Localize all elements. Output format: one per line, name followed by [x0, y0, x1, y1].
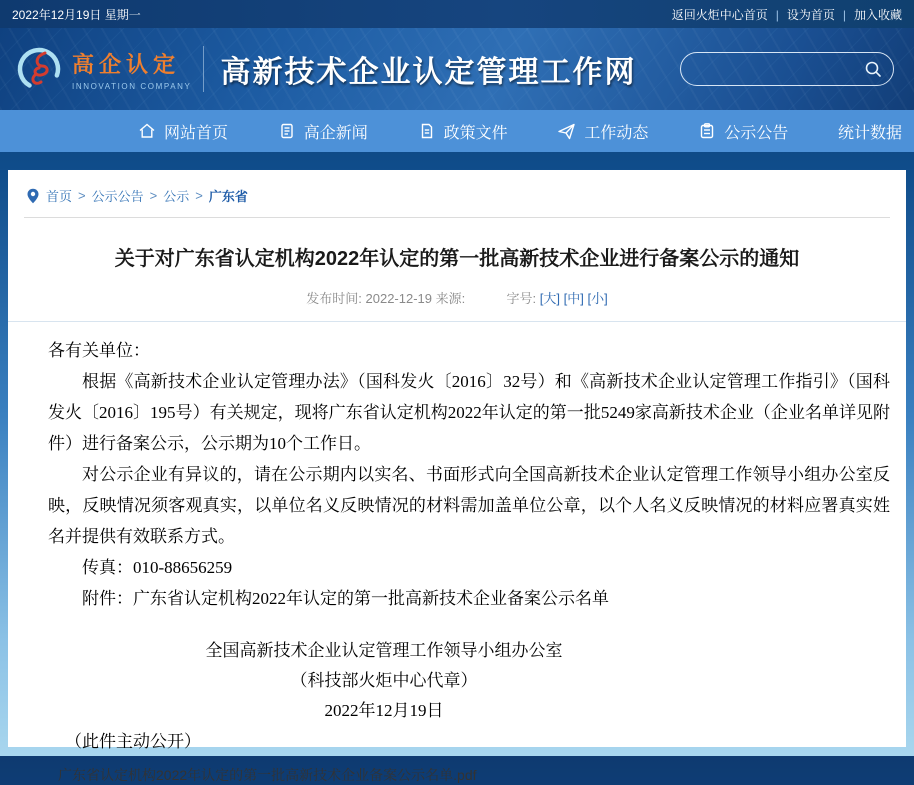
search-input[interactable]	[695, 61, 863, 77]
nav-item-activity[interactable]	[549, 120, 656, 143]
main-nav	[0, 110, 914, 152]
current-date: 2022年12月19日 星期一	[12, 7, 141, 22]
nav-item-statistics[interactable]	[830, 120, 910, 143]
news-icon	[278, 122, 296, 140]
nav-item-label: 公示公告	[724, 124, 789, 142]
nav-item-label: 统计数据	[837, 124, 902, 142]
link-separator: |	[842, 7, 846, 22]
clipboard-icon	[698, 122, 716, 140]
paragraph-salutation: 各有关单位：	[48, 341, 150, 360]
nav-item-label: 政策文件	[443, 124, 508, 142]
header-divider	[203, 46, 204, 92]
fontsize-small-button[interactable]: [小]	[587, 291, 608, 306]
publish-time-label: 发布时间:	[306, 291, 362, 306]
link-torch-center-home[interactable]: 返回火炬中心首页	[671, 7, 768, 22]
fontsize-label: 字号:	[506, 291, 537, 306]
topbar	[0, 0, 914, 28]
signature-office: 全国高新技术企业认定管理工作领导小组办公室	[205, 641, 563, 660]
breadcrumb-divider	[24, 217, 890, 218]
paragraph-basis: 根据《高新技术企业认定管理办法》（国科发火〔2016〕32号）和《高新技术企业认定管理工作指引》（国科发火〔2016〕195号）有关规定，现将广东省认定机构2022年认定的第一批5249家高新技术企业（企业名单详见附件）进行备案公示，公示期为10个工作日。	[48, 372, 890, 453]
link-add-favorite[interactable]: 加入收藏	[853, 7, 902, 22]
home-icon	[138, 122, 156, 140]
paragraph-attachment-note: 附件：广东省认定机构2022年认定的第一批高新技术企业备案公示名单	[82, 589, 609, 608]
article-meta	[8, 288, 906, 307]
signature-block	[48, 636, 720, 726]
content-panel	[8, 170, 906, 783]
topbar-links	[672, 6, 902, 23]
nav-item-label: 高企新闻	[303, 124, 368, 142]
logo-icon	[14, 44, 64, 94]
disclosure-note: （此件主动公开）	[65, 732, 201, 751]
fontsize-large-button[interactable]: [大]	[539, 291, 560, 306]
site-title: 高新技术企业认定管理工作网	[220, 56, 637, 89]
crumb-announcements[interactable]: 公示公告	[91, 189, 144, 204]
nav-item-label: 网站首页	[164, 124, 229, 142]
nav-item-announcements[interactable]	[690, 120, 796, 143]
nav-item-policy[interactable]	[410, 120, 516, 143]
send-icon	[557, 122, 576, 141]
article-title: 关于对广东省认定机构2022年认定的第一批高新技术企业进行备案公示的通知	[114, 248, 800, 270]
nav-item-home[interactable]	[130, 120, 236, 143]
article-body	[8, 322, 906, 757]
crumb-public-notice[interactable]: 公示	[163, 189, 190, 204]
search-icon	[863, 59, 883, 79]
publish-date: 2022-12-19	[365, 291, 433, 306]
logo[interactable]	[14, 44, 191, 94]
breadcrumb-separator: >	[149, 188, 158, 203]
logo-subtitle: INNOVATION COMPANY	[72, 81, 192, 91]
paragraph-fax: 传真：010-88656259	[82, 558, 233, 577]
breadcrumb	[8, 170, 906, 215]
paragraph-objection: 对公示企业有异议的，请在公示期内以实名、书面形式向全国高新技术企业认定管理工作领导小组办公室反映，反映情况须客观真实，以单位名义反映情况的材料需加盖单位公章，以个人名义反映情况的材料应署真实姓名并提供有效联系方式。	[48, 465, 890, 546]
file-icon	[418, 122, 436, 140]
crumb-guangdong[interactable]: 广东省	[208, 189, 248, 204]
link-set-homepage[interactable]: 设为首页	[786, 7, 835, 22]
source-label: 来源:	[435, 291, 466, 306]
search-button[interactable]	[863, 59, 883, 79]
breadcrumb-separator: >	[195, 188, 203, 203]
logo-title: 高企认定	[72, 51, 181, 77]
logo-text	[72, 48, 191, 91]
signature-date: 2022年12月19日	[324, 701, 444, 720]
signature-seal: （科技部火炬中心代章）	[290, 671, 478, 690]
location-pin-icon	[26, 188, 40, 204]
crumb-home[interactable]: 首页	[46, 189, 73, 204]
site-header	[0, 28, 914, 110]
attachment-pdf-link[interactable]: 广东省认定机构2022年认定的第一批高新技术企业备案公示名单.pdf	[58, 767, 477, 783]
breadcrumb-separator: >	[78, 188, 86, 203]
nav-item-label: 工作动态	[584, 124, 649, 142]
fontsize-medium-button[interactable]: [中]	[563, 291, 584, 306]
search-box	[680, 52, 894, 86]
nav-item-news[interactable]	[270, 120, 376, 143]
link-separator: |	[775, 7, 779, 22]
